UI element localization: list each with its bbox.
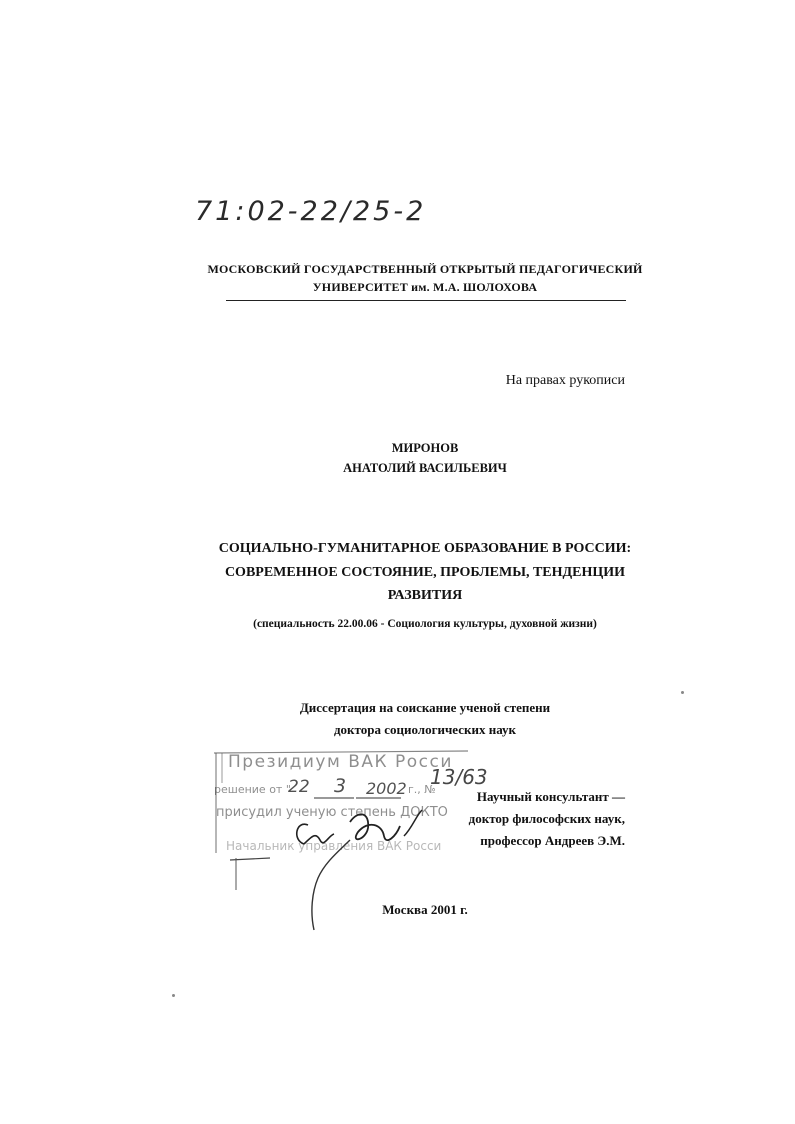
manuscript-rights-label: На правах рукописи xyxy=(505,373,625,388)
stamp-decision-suffix: г., № xyxy=(408,783,436,796)
author-surname: МИРОНОВ xyxy=(391,441,459,455)
stamp-decision-month: 3 xyxy=(334,775,347,797)
dissertation-title-line1: СОЦИАЛЬНО-ГУМАНИТАРНОЕ ОБРАЗОВАНИЕ В РОССИИ: xyxy=(218,541,632,556)
dissertation-title-line2: СОВРЕМЕННОЕ СОСТОЯНИЕ, ПРОБЛЕМЫ, ТЕНДЕНЦИИ xyxy=(224,565,626,580)
city-year: Москва 2001 г. xyxy=(382,902,468,917)
consultant-line2: доктор философских наук, xyxy=(468,811,625,826)
vak-approval-stamp xyxy=(206,743,488,873)
stamp-degree-line: присудил ученую степень ДОКТО xyxy=(216,805,448,820)
stamp-decision-prefix: решение от " xyxy=(214,783,291,796)
stamp-decision-day: 22 xyxy=(288,777,310,797)
scientific-consultant xyxy=(469,786,625,852)
university-name-line1: МОСКОВСКИЙ ГОСУДАРСТВЕННЫЙ ОТКРЫТЫЙ ПЕДАГОГИЧЕСКИЙ xyxy=(207,262,643,276)
handwritten-archive-code: 71:02-22/25-2 xyxy=(195,196,427,227)
university-name-line2: УНИВЕРСИТЕТ им. М.А. ШОЛОХОВА xyxy=(312,280,538,294)
degree-statement-line1: Диссертация на соискание ученой степени xyxy=(299,700,551,715)
scan-speck xyxy=(681,691,684,694)
dissertation-title-line3: РАЗВИТИЯ xyxy=(387,588,463,603)
consultant-line1: Научный консультант — xyxy=(476,789,625,804)
stamp-header: Президиум ВАК Росси xyxy=(228,752,453,772)
stamp-head-line: Начальник управления ВАК Росси xyxy=(226,839,442,853)
stamp-decision-year: 2002 xyxy=(366,779,407,798)
specialty-code: (специальность 22.00.06 - Социология культуры, духовной жизни) xyxy=(253,618,597,630)
stamp-decision-number: 13/63 xyxy=(430,765,488,789)
consultant-line3: профессор Андреев Э.М. xyxy=(480,833,625,848)
degree-statement-line2: доктора социологических наук xyxy=(333,722,517,737)
scan-speck xyxy=(172,994,175,997)
header-divider xyxy=(226,300,626,301)
author-given-names: АНАТОЛИЙ ВАСИЛЬЕВИЧ xyxy=(343,461,507,475)
